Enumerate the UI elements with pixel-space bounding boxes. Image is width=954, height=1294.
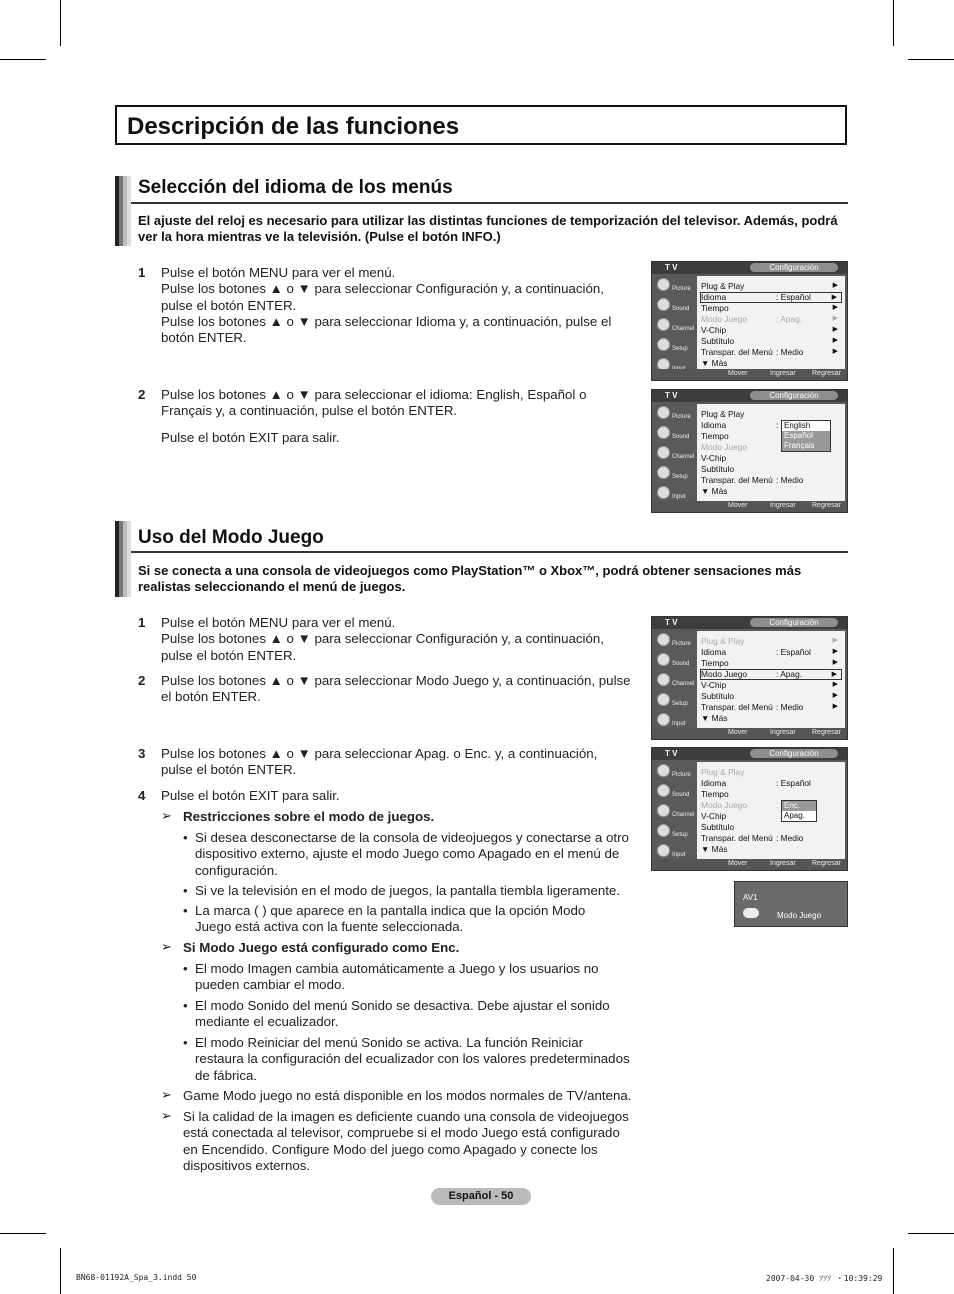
section-rule xyxy=(131,202,848,204)
side-label: Sound xyxy=(672,434,690,440)
side-label: Setup xyxy=(672,346,688,352)
side-label: Sound xyxy=(672,306,690,312)
crop-mark xyxy=(893,0,894,46)
note-text: Restricciones sobre el modo de juegos. xyxy=(183,809,435,824)
foot-move: Mover xyxy=(728,370,748,377)
step-line: Pulse el botón EXIT para salir. xyxy=(161,429,340,445)
row-value: : xyxy=(776,420,779,430)
tv-menu-screen-1: T V Configuración Picture Sound Channel Setup Plug & Play ▶ Idioma : Español ▶ Tiempo ▶ Modo Juego : Apag. ▶ V-Chip ▶ Subtítulo ▶ Transpar. del Menú : Medio ▶ ▼ Más Mover Ingresar Regresar xyxy=(651,261,848,381)
av-source: AV1 xyxy=(743,893,758,902)
foot-enter: Ingresar xyxy=(770,370,796,377)
tv-label: T V xyxy=(665,749,678,758)
tv-menu-screen-2 xyxy=(651,389,848,513)
option-enc[interactable]: Enc. xyxy=(782,801,816,811)
menu-row: Idioma xyxy=(701,647,727,657)
crop-mark xyxy=(60,0,61,46)
arrow-icon: ➢ xyxy=(161,939,172,954)
row-value: : Español xyxy=(776,778,811,788)
bullet-line: pueden cambiar el modo. xyxy=(195,977,346,993)
section-bar xyxy=(115,176,131,246)
step-number: 1 xyxy=(138,615,146,630)
foot-enter: Ingresar xyxy=(770,860,796,867)
menu-row: Subtítulo xyxy=(701,822,735,832)
menu-row: Modo Juego xyxy=(701,314,748,324)
menu-row: ▼ Más xyxy=(701,713,728,723)
note-image-quality xyxy=(161,1109,641,1175)
page-number-badge: Español - 50 xyxy=(431,1188,531,1205)
menu-row: Plug & Play xyxy=(701,636,745,646)
crop-mark xyxy=(0,59,46,60)
step-number: 3 xyxy=(138,746,146,761)
side-label: Input xyxy=(672,494,686,500)
bullet-line: restaura la configuración del ecualizador con los valores predeterminados xyxy=(195,1051,630,1067)
bullet-line: Si desea desconectarse de la consola de videojuegos y conectarse a otro xyxy=(195,830,629,845)
step-line: Pulse el botón MENU para ver el menú. xyxy=(161,265,396,280)
menu-row: Idioma xyxy=(701,292,727,302)
setup-icon xyxy=(657,338,670,351)
row-value: : Apag. xyxy=(776,314,803,324)
step-line: Pulse los botones ▲ o ▼ para seleccionar Apag. o Enc. y, a continuación, xyxy=(161,746,598,761)
step-line: Pulse los botones ▲ o ▼ para seleccionar Configuración y, a continuación, xyxy=(161,631,604,647)
picture-icon xyxy=(657,406,670,419)
setup-icon xyxy=(657,466,670,479)
menu-row: Plug & Play xyxy=(701,767,745,777)
section-rule xyxy=(131,551,848,553)
input-icon xyxy=(657,844,670,857)
row-value: : Medio xyxy=(776,347,804,357)
s2-step-4 xyxy=(138,788,628,806)
bullet-line: El modo Imagen cambia automáticamente a Juego y los usuarios no xyxy=(195,961,599,976)
menu-row: Idioma xyxy=(701,778,727,788)
menu-row: Tiempo xyxy=(701,303,729,313)
step-number: 4 xyxy=(138,788,146,803)
sound-icon xyxy=(657,653,670,666)
setup-icon xyxy=(657,824,670,837)
sound-icon xyxy=(657,426,670,439)
bullet-line: Juego está activa con la fuente seleccionada. xyxy=(195,919,464,935)
section1-title: Selección del idioma de los menús xyxy=(138,177,453,198)
option-francais[interactable]: Français xyxy=(782,441,830,451)
menu-row: Plug & Play xyxy=(701,409,745,419)
tv-menu-screen-4 xyxy=(651,747,848,871)
menu-row: Tiempo xyxy=(701,789,729,799)
bullet-item: • La marca ( ) que aparece en la pantalla indica que la opción Modo Juego está activa con la fuente seleccionada. xyxy=(183,903,586,935)
side-label: Setup xyxy=(672,832,688,838)
step-line: Pulse los botones ▲ o ▼ para seleccionar el idioma: English, Español o xyxy=(161,387,587,402)
av-label: Modo Juego xyxy=(777,911,822,920)
note-line: en Encendido. Configure Modo del juego como Apagado y conecte los xyxy=(183,1141,598,1157)
option-english[interactable]: English xyxy=(784,421,811,430)
step-line: Pulse los botones ▲ o ▼ para seleccionar Configuración y, a continuación, xyxy=(161,281,604,297)
foot-return: Regresar xyxy=(812,502,841,509)
step-line: Français y, a continuación, pulse el botón ENTER. xyxy=(161,403,458,419)
arrow-icon: ➢ xyxy=(161,808,172,823)
menu-row: Idioma xyxy=(701,420,727,430)
side-label: Channel xyxy=(672,812,695,818)
row-value: : Español xyxy=(776,647,811,657)
menu-row: ▼ Más xyxy=(701,844,728,854)
crop-mark xyxy=(0,1233,46,1234)
game-mode-dropdown[interactable] xyxy=(781,800,817,822)
step-line: Pulse los botones ▲ o ▼ para seleccionar Modo Juego y, a continuación, pulse xyxy=(161,673,631,688)
menu-row: V-Chip xyxy=(701,453,727,463)
s2-step-2 xyxy=(138,673,638,707)
input-icon xyxy=(657,713,670,726)
note-restrictions xyxy=(161,809,631,827)
side-label: Channel xyxy=(672,326,695,332)
menu-header: Configuración xyxy=(750,391,838,400)
tv-menu-screen-3: T V Configuración Picture Sound Channel Setup Input Plug & Play ▶ Idioma : Español ▶ Tiempo ▶ Modo Juego : Apag. ▶ V-Chip ▶ Subtítulo ▶ Transpar. del Menú : Medio ▶ ▼ Más Mover Ingresar Regresar xyxy=(651,616,848,740)
side-label: Sound xyxy=(672,661,690,667)
foot-return: Regresar xyxy=(812,729,841,736)
s2-step-1 xyxy=(138,615,628,665)
picture-icon xyxy=(657,278,670,291)
row-value: : Medio xyxy=(776,833,804,843)
section2-title: Uso del Modo Juego xyxy=(138,527,324,548)
gamepad-icon xyxy=(743,908,759,918)
side-label: Sound xyxy=(672,792,690,798)
step-number: 2 xyxy=(138,673,146,688)
note-game-on xyxy=(161,940,631,958)
bullet-item: • Si ve la televisión en el modo de juegos, la pantalla tiembla ligeramente. xyxy=(183,883,621,898)
menu-row: Tiempo xyxy=(701,431,729,441)
side-label: Picture xyxy=(672,772,691,778)
bullet-item: • El modo Imagen cambia automáticamente a Juego y los usuarios no pueden cambiar el modo. xyxy=(183,961,599,993)
game-mode-osd xyxy=(734,881,848,927)
menu-row: Tiempo xyxy=(701,658,729,668)
menu-row: Modo Juego xyxy=(701,800,748,810)
setup-icon xyxy=(657,693,670,706)
tv-label: T V xyxy=(665,391,678,400)
menu-row: V-Chip xyxy=(701,680,727,690)
step-line: pulse el botón ENTER. xyxy=(161,762,297,778)
foot-move: Mover xyxy=(728,502,748,509)
language-dropdown[interactable] xyxy=(781,420,831,452)
foot-enter: Ingresar xyxy=(770,502,796,509)
foot-return: Regresar xyxy=(812,860,841,867)
menu-row: V-Chip xyxy=(701,325,727,335)
step-number: 1 xyxy=(138,265,146,280)
channel-icon xyxy=(657,318,670,331)
menu-row: V-Chip xyxy=(701,811,727,821)
sound-icon xyxy=(657,298,670,311)
section-bar xyxy=(115,521,131,597)
foot-return: Regresar xyxy=(812,370,841,377)
side-label: Input xyxy=(672,852,686,858)
note-not-available xyxy=(161,1088,641,1106)
side-label: Input xyxy=(672,721,686,727)
menu-row: Modo Juego xyxy=(701,442,748,452)
note-text: Game Modo juego no está disponible en los modos normales de TV/antena. xyxy=(183,1088,632,1103)
s2-step-3 xyxy=(138,746,628,780)
bullet-item: • El modo Sonido del menú Sonido se desactiva. Debe ajustar el sonido mediante el ecualizador. xyxy=(183,998,610,1030)
step-line: Pulse los botones ▲ o ▼ para seleccionar Idioma y, a continuación, pulse el xyxy=(161,313,612,329)
picture-icon xyxy=(657,764,670,777)
bullet-line: Si ve la televisión en el modo de juegos, la pantalla tiembla ligeramente. xyxy=(195,883,621,898)
picture-icon xyxy=(657,633,670,646)
menu-row: ▼ Más xyxy=(701,486,728,496)
step-number: 2 xyxy=(138,387,146,402)
menu-row: Subtítulo xyxy=(701,336,735,346)
step-line: Pulse el botón EXIT para salir. xyxy=(161,788,340,803)
channel-icon xyxy=(657,804,670,817)
arrow-icon: ➢ xyxy=(161,1108,172,1123)
crop-mark xyxy=(893,1248,894,1294)
channel-icon xyxy=(657,673,670,686)
side-label: Setup xyxy=(672,701,688,707)
option-apag[interactable]: Apag. xyxy=(784,811,805,820)
menu-row: Transpar. del Menú xyxy=(701,833,773,843)
side-label: Channel xyxy=(672,454,695,460)
channel-icon xyxy=(657,446,670,459)
menu-row: Modo Juego xyxy=(701,669,748,679)
side-label: Channel xyxy=(672,681,695,687)
section1-intro: El ajuste del reloj es necesario para utilizar las distintas funciones de temporización del televisor. Además, podrá ver la hora mientras ve la televisión. (Pulse el botón INFO.) xyxy=(138,213,838,244)
step-line: pulse el botón ENTER. xyxy=(161,647,297,663)
step-line: pulse el botón ENTER. xyxy=(161,297,297,313)
sound-icon xyxy=(657,784,670,797)
footer-file: BN68-01192A_Spa_3.indd 50 xyxy=(76,1273,197,1282)
footer-date: 2007-04-30 ｿｿｿ ・10:39:29 xyxy=(766,1274,883,1283)
crop-mark xyxy=(908,59,954,60)
menu-row: Subtítulo xyxy=(701,691,735,701)
note-line: dispositivos externos. xyxy=(183,1157,311,1173)
page-title-box xyxy=(115,105,847,145)
menu-header: Configuración xyxy=(750,618,838,627)
bullet-line: mediante el ecualizador. xyxy=(195,1014,339,1030)
side-label: Picture xyxy=(672,286,691,292)
s1-step-2 xyxy=(138,387,628,457)
menu-row: Transpar. del Menú xyxy=(701,475,773,485)
step-line: el botón ENTER. xyxy=(161,689,261,705)
bullet-line: La marca ( ) que aparece en la pantalla indica que la opción Modo xyxy=(195,903,586,918)
bullet-line: configuración. xyxy=(195,862,278,878)
bullet-line: El modo Reiniciar del menú Sonido se activa. La función Reiniciar xyxy=(195,1035,584,1050)
row-value: : Apag. xyxy=(776,669,803,679)
step-line: botón ENTER. xyxy=(161,330,247,346)
menu-row: Subtítulo xyxy=(701,464,735,474)
menu-row: ▼ Más xyxy=(701,358,728,368)
note-line: está conectada al televisor, compruebe si el modo Juego está configurado xyxy=(183,1125,620,1141)
row-value: : xyxy=(776,800,779,810)
menu-row: Transpar. del Menú xyxy=(701,702,773,712)
arrow-icon: ➢ xyxy=(161,1087,172,1102)
foot-move: Mover xyxy=(728,729,748,736)
section2-intro: Si se conecta a una consola de videojuegos como PlayStation™ o Xbox™, podrá obtener sensaciones más realistas seleccionando el menú de juegos. xyxy=(138,563,802,594)
crop-mark xyxy=(60,1248,61,1294)
tv-label: T V xyxy=(665,263,678,272)
page-title: Descripción de las funciones xyxy=(127,113,460,140)
note-line: Si la calidad de la imagen es deficiente cuando una consola de videojuegos xyxy=(183,1109,629,1124)
side-label: Setup xyxy=(672,474,688,480)
row-value: : Medio xyxy=(776,475,804,485)
row-value: : Medio xyxy=(776,702,804,712)
crop-mark xyxy=(908,1233,954,1234)
option-espanol[interactable]: Español xyxy=(782,431,830,441)
bullet-line: dispositivo externo, ajuste el modo Juego como Apagado en el menú de xyxy=(195,846,620,862)
bullet-line: El modo Sonido del menú Sonido se desactiva. Debe ajustar el sonido xyxy=(195,998,610,1013)
note-text: Si Modo Juego está configurado como Enc. xyxy=(183,940,460,955)
foot-move: Mover xyxy=(728,860,748,867)
step-line: Pulse el botón MENU para ver el menú. xyxy=(161,615,396,630)
menu-row: Transpar. del Menú xyxy=(701,347,773,357)
s1-step-1 xyxy=(138,265,628,350)
menu-header: Configuración xyxy=(750,263,838,272)
row-value: : Español xyxy=(776,292,811,302)
bullet-item: • Si desea desconectarse de la consola de videojuegos y conectarse a otro dispositivo externo, ajuste el modo Juego como Apagado en el menú de configuración. xyxy=(183,830,629,878)
bullet-line: de fábrica. xyxy=(195,1067,258,1083)
tv-label: T V xyxy=(665,618,678,627)
menu-row: Plug & Play xyxy=(701,281,745,291)
foot-enter: Ingresar xyxy=(770,729,796,736)
menu-header: Configuración xyxy=(750,749,838,758)
bullet-item: • El modo Reiniciar del menú Sonido se activa. La función Reiniciar restaura la configuración del ecualizador con los valores predeterminados de fábrica. xyxy=(183,1035,630,1083)
side-label: Picture xyxy=(672,641,691,647)
side-label: Picture xyxy=(672,414,691,420)
input-icon xyxy=(657,486,670,499)
